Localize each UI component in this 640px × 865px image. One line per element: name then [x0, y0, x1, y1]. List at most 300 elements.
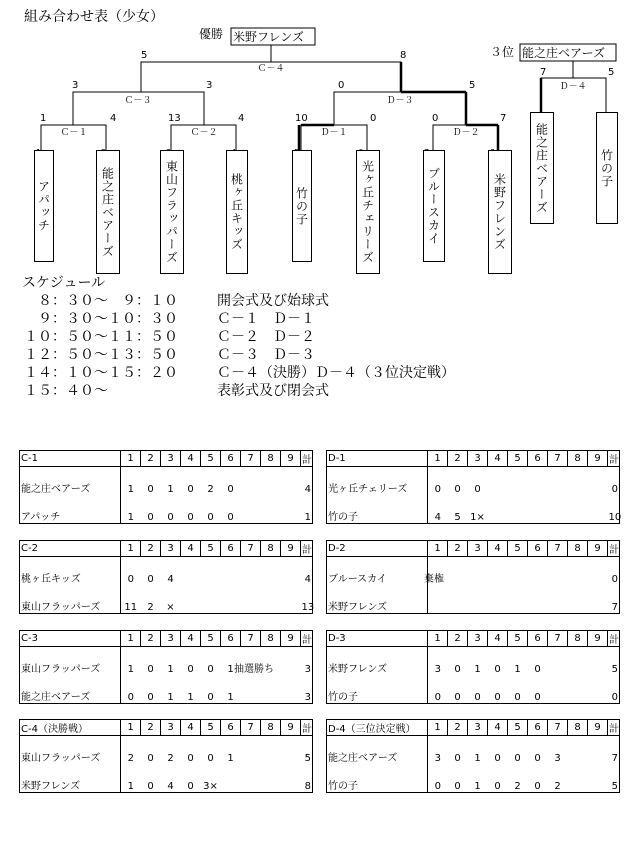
- inning-score: 1: [161, 675, 181, 704]
- inning-score: [281, 557, 301, 586]
- inning-score: 5: [448, 495, 468, 524]
- inning-score: 0: [227, 484, 234, 495]
- team-box: ブルースカイ: [423, 150, 445, 262]
- score-c2-right: 4: [238, 113, 245, 124]
- table-row: [327, 675, 620, 704]
- total-score: 7: [608, 585, 620, 614]
- table-row: [327, 495, 620, 524]
- inning-score: 0: [448, 675, 468, 704]
- inning-score: 0: [454, 484, 461, 495]
- inning-header: 1: [428, 631, 448, 647]
- inning-score: 3: [434, 664, 441, 675]
- table-row: [20, 467, 313, 496]
- inning-score: 0: [468, 675, 488, 704]
- inning-header: 9: [588, 631, 608, 647]
- inning-score: [588, 467, 608, 496]
- total-score: 4: [301, 557, 313, 586]
- champion-label: 優勝: [199, 27, 224, 41]
- table-row: [20, 495, 313, 524]
- inning-score: 0: [474, 484, 481, 495]
- inning-header: 5: [508, 451, 528, 467]
- inning-score: [448, 557, 468, 586]
- inning-header: 6: [528, 720, 548, 736]
- inning-header: 9: [588, 541, 608, 557]
- inning-score: 0: [494, 664, 501, 675]
- schedule-time: １５：４０～: [24, 383, 108, 399]
- inning-score: [428, 585, 448, 614]
- inning-score: 0: [127, 574, 134, 585]
- inning-score: [588, 495, 608, 524]
- inning-score: [548, 467, 568, 496]
- inning-header: 2: [141, 451, 161, 467]
- inning-score: 1: [221, 675, 241, 704]
- scoreboard-note: 抽選勝ち: [234, 664, 274, 675]
- inning-score: 2: [207, 484, 214, 495]
- inning-header: 2: [141, 720, 161, 736]
- inning-score: 1: [127, 484, 134, 495]
- score-c3-right: 3: [206, 80, 213, 91]
- inning-score: 0: [207, 664, 214, 675]
- inning-score: [241, 495, 261, 524]
- inning-score: [221, 585, 241, 614]
- schedule-event: 開会式及び始球式: [217, 293, 329, 309]
- team-name: 能之庄ベアーズ: [20, 467, 121, 496]
- inning-score: [568, 736, 588, 765]
- inning-header: 3: [161, 541, 181, 557]
- inning-score: [281, 736, 301, 765]
- inning-score: 0: [181, 495, 201, 524]
- inning-score: [508, 585, 528, 614]
- inning-header: 3: [161, 720, 181, 736]
- inning-score: [241, 585, 261, 614]
- inning-header: 8: [261, 541, 281, 557]
- inning-score: [588, 647, 608, 676]
- inning-score: [241, 736, 261, 765]
- inning-header: 6: [221, 631, 241, 647]
- inning-score: [201, 585, 221, 614]
- inning-score: 4: [428, 495, 448, 524]
- inning-score: 0: [508, 675, 528, 704]
- inning-score: 3×: [201, 764, 221, 793]
- inning-header: 6: [221, 541, 241, 557]
- score-d4-right: 5: [608, 67, 615, 78]
- team-name: 東山フラッパーズ: [20, 736, 121, 765]
- scoreboard-title: C-4（決勝戦）: [20, 720, 121, 736]
- scoreboard-table: [19, 450, 313, 524]
- inning-header: 1: [121, 451, 141, 467]
- inning-header: 6: [528, 631, 548, 647]
- total-score: 10: [608, 495, 620, 524]
- schedule-row: [24, 308, 504, 326]
- inning-score: 0: [428, 764, 448, 793]
- schedule-time: ８：３０～ ９：１０: [24, 293, 178, 309]
- total-score: 0: [608, 467, 620, 496]
- team-box: 米野フレンズ: [488, 150, 512, 274]
- inning-score: [261, 585, 281, 614]
- inning-score: 0: [448, 764, 468, 793]
- inning-score: [221, 764, 241, 793]
- inning-header: 1: [428, 451, 448, 467]
- inning-score: [448, 585, 468, 614]
- inning-score: 1: [474, 753, 481, 764]
- inning-header: 8: [568, 631, 588, 647]
- inning-score: [528, 557, 548, 586]
- score-d3-left: 0: [338, 80, 345, 91]
- inning-score: [281, 495, 301, 524]
- inning-score: [201, 557, 221, 586]
- inning-header: 1: [121, 541, 141, 557]
- inning-score: [281, 585, 301, 614]
- inning-header: 2: [448, 720, 468, 736]
- score-d2-left: 0: [432, 113, 439, 124]
- match-c1: Ｃ－１: [60, 128, 88, 138]
- team-name: 能之庄ベアーズ: [327, 736, 428, 765]
- inning-score: [528, 585, 548, 614]
- inning-header: 計: [608, 720, 620, 736]
- inning-score: [261, 467, 281, 496]
- inning-score: [568, 557, 588, 586]
- team-box: 東山フラッパーズ: [160, 150, 184, 274]
- inning-score: [568, 647, 588, 676]
- inning-score: [281, 764, 301, 793]
- inning-score: 1: [474, 664, 481, 675]
- inning-score: [488, 467, 508, 496]
- inning-header: 計: [301, 720, 313, 736]
- scoreboard-table: [326, 540, 620, 614]
- inning-score: 0: [201, 495, 221, 524]
- inning-header: 3: [468, 541, 488, 557]
- page-title: 組み合わせ表（少女）: [24, 9, 164, 25]
- inning-header: 6: [221, 720, 241, 736]
- inning-header: 4: [488, 451, 508, 467]
- inning-header: 1: [121, 631, 141, 647]
- team-name: 東山フラッパーズ: [20, 585, 121, 614]
- inning-header: 2: [448, 631, 468, 647]
- total-score: 0: [608, 675, 620, 704]
- inning-header: 4: [181, 451, 201, 467]
- inning-header: 1: [428, 720, 448, 736]
- inning-score: 0: [187, 484, 194, 495]
- inning-header: 5: [508, 720, 528, 736]
- inning-score: 0: [201, 675, 221, 704]
- inning-score: [588, 585, 608, 614]
- inning-score: 0: [181, 764, 201, 793]
- inning-score: 1: [227, 664, 234, 675]
- schedule-time: １０：５０～１１：５０: [24, 329, 178, 345]
- inning-score: 1: [514, 664, 521, 675]
- team-name: 米野フレンズ: [327, 647, 428, 676]
- inning-score: 2: [508, 764, 528, 793]
- inning-header: 計: [608, 631, 620, 647]
- inning-score: [588, 736, 608, 765]
- inning-score: [181, 585, 201, 614]
- inning-score: [508, 557, 528, 586]
- inning-header: 7: [548, 631, 568, 647]
- inning-score: 0: [207, 753, 214, 764]
- inning-score: [548, 495, 568, 524]
- inning-header: 5: [201, 451, 221, 467]
- inning-header: 計: [608, 451, 620, 467]
- inning-score: [588, 557, 608, 586]
- inning-score: [241, 764, 261, 793]
- inning-header: 9: [281, 631, 301, 647]
- inning-score: 4: [161, 764, 181, 793]
- inning-score: 1: [181, 675, 201, 704]
- inning-score: [568, 675, 588, 704]
- team-box: 光ヶ丘チェリーズ: [356, 150, 380, 274]
- inning-header: 9: [588, 720, 608, 736]
- inning-score: 2: [167, 753, 174, 764]
- inning-score: 0: [147, 753, 154, 764]
- match-c3: Ｃ－３: [124, 96, 152, 106]
- inning-score: 1: [127, 664, 134, 675]
- inning-header: 3: [468, 451, 488, 467]
- inning-score: 1: [167, 664, 174, 675]
- inning-header: 8: [568, 451, 588, 467]
- inning-score: 1×: [468, 495, 488, 524]
- score-d3-right: 5: [469, 80, 476, 91]
- team-name: 東山フラッパーズ: [20, 647, 121, 676]
- inning-header: 計: [301, 631, 313, 647]
- table-row: [327, 764, 620, 793]
- inning-header: 6: [528, 451, 548, 467]
- schedule-row: [24, 344, 504, 362]
- schedule-row: [24, 290, 504, 308]
- inning-header: 4: [488, 541, 508, 557]
- inning-header: 3: [468, 631, 488, 647]
- match-c4: Ｃ－４: [257, 64, 285, 74]
- team-box: 竹の子: [292, 150, 312, 262]
- match-d3: Ｄ－３: [386, 96, 414, 106]
- inning-score: [568, 764, 588, 793]
- inning-score: 4: [167, 574, 174, 585]
- inning-score: [261, 675, 281, 704]
- inning-score: 0: [147, 574, 154, 585]
- inning-score: [281, 675, 301, 704]
- inning-header: 7: [548, 451, 568, 467]
- inning-score: 0: [187, 753, 194, 764]
- schedule-row: [24, 380, 504, 398]
- schedule-heading: スケジュール: [22, 275, 106, 291]
- total-score: 5: [608, 764, 620, 793]
- table-row: [327, 557, 620, 586]
- inning-header: 7: [241, 631, 261, 647]
- inning-score: 0: [161, 495, 181, 524]
- inning-header: 8: [568, 541, 588, 557]
- third-label: ３位: [490, 45, 515, 59]
- inning-header: 計: [301, 451, 313, 467]
- inning-score: 0: [147, 664, 154, 675]
- inning-score: [261, 764, 281, 793]
- team-name: 能之庄ベアーズ: [20, 675, 121, 704]
- inning-score: 0: [514, 753, 521, 764]
- inning-score: 0: [428, 675, 448, 704]
- inning-score: [548, 675, 568, 704]
- table-row: [327, 647, 620, 676]
- table-row: [20, 764, 313, 793]
- inning-score: 1: [121, 495, 141, 524]
- inning-score: 0: [141, 495, 161, 524]
- team-box: 能之庄ベアーズ: [530, 112, 554, 224]
- inning-header: 3: [161, 451, 181, 467]
- inning-score: 0: [454, 753, 461, 764]
- schedule-event: Ｃ－４（決勝）Ｄ－４（３位決定戦）: [217, 365, 455, 381]
- inning-header: 2: [141, 631, 161, 647]
- inning-score: [568, 467, 588, 496]
- scoreboard-title: C-3: [20, 631, 121, 647]
- inning-score: [508, 467, 528, 496]
- team-name: 竹の子: [327, 675, 428, 704]
- inning-score: 0: [147, 484, 154, 495]
- inning-header: 4: [181, 631, 201, 647]
- inning-score: 2: [548, 764, 568, 793]
- total-score: 13: [301, 585, 313, 614]
- scoreboard-table: [326, 630, 620, 704]
- team-box: 桃ヶ丘キッズ: [226, 150, 248, 274]
- inning-header: 6: [528, 541, 548, 557]
- inning-header: 9: [281, 720, 301, 736]
- inning-header: 8: [261, 451, 281, 467]
- inning-score: 2: [141, 585, 161, 614]
- inning-score: [588, 675, 608, 704]
- inning-score: 0: [221, 495, 241, 524]
- total-score: 4: [301, 467, 313, 496]
- schedule-row: [24, 326, 504, 344]
- inning-score: 0: [434, 484, 441, 495]
- table-row: [327, 467, 620, 496]
- inning-header: 6: [221, 451, 241, 467]
- total-score: 5: [608, 647, 620, 676]
- inning-score: 0: [121, 675, 141, 704]
- inning-header: 2: [448, 541, 468, 557]
- inning-score: [281, 467, 301, 496]
- inning-header: 1: [121, 720, 141, 736]
- schedule-row: [24, 362, 504, 380]
- inning-score: [488, 585, 508, 614]
- inning-header: 5: [201, 720, 221, 736]
- score-c4-right: 8: [400, 50, 407, 61]
- inning-score: [568, 495, 588, 524]
- inning-score: 0: [141, 764, 161, 793]
- inning-score: 0: [534, 753, 541, 764]
- scoreboard-title: D-2: [327, 541, 428, 557]
- scoreboard-note: 棄権: [424, 574, 444, 585]
- table-row: [20, 585, 313, 614]
- inning-score: 1: [167, 484, 174, 495]
- inning-header: 5: [508, 541, 528, 557]
- inning-header: 8: [568, 720, 588, 736]
- team-name: 米野フレンズ: [20, 764, 121, 793]
- inning-score: 0: [488, 675, 508, 704]
- inning-header: 4: [181, 720, 201, 736]
- match-d2: Ｄ－２: [452, 128, 480, 138]
- inning-header: 4: [488, 631, 508, 647]
- inning-header: 7: [241, 541, 261, 557]
- match-c2: Ｃ－２: [190, 128, 218, 138]
- total-score: 0: [608, 557, 620, 586]
- score-d4-left: 7: [540, 67, 547, 78]
- table-row: [20, 675, 313, 704]
- inning-score: [221, 557, 241, 586]
- table-row: [327, 585, 620, 614]
- inning-score: [488, 557, 508, 586]
- inning-score: [261, 736, 281, 765]
- inning-header: 計: [301, 541, 313, 557]
- inning-score: 0: [141, 675, 161, 704]
- total-score: 3: [301, 675, 313, 704]
- inning-score: [588, 764, 608, 793]
- inning-header: 7: [548, 541, 568, 557]
- inning-header: 2: [141, 541, 161, 557]
- inning-score: [181, 557, 201, 586]
- inning-score: ×: [161, 585, 181, 614]
- team-box: アパッチ: [34, 150, 54, 262]
- third-team: 能之庄ベアーズ: [522, 46, 606, 60]
- schedule-time: １２：５０～１３：５０: [24, 347, 178, 363]
- schedule-event: Ｃ－３ Ｄ－３: [217, 347, 315, 363]
- team-name: 光ヶ丘チェリーズ: [327, 467, 428, 496]
- inning-score: [548, 585, 568, 614]
- inning-score: 0: [534, 664, 541, 675]
- scoreboard-title: D-3: [327, 631, 428, 647]
- team-name: 竹の子: [327, 764, 428, 793]
- inning-header: 1: [428, 541, 448, 557]
- schedule-time: ９：３０～１０：３０: [24, 311, 178, 327]
- inning-score: 2: [127, 753, 134, 764]
- inning-header: 5: [201, 541, 221, 557]
- table-row: [327, 736, 620, 765]
- inning-score: [261, 495, 281, 524]
- total-score: 8: [301, 764, 313, 793]
- inning-score: [528, 467, 548, 496]
- team-box: 能之庄ベアーズ: [96, 150, 120, 274]
- inning-header: 3: [468, 720, 488, 736]
- inning-header: 7: [548, 720, 568, 736]
- team-name: アパッチ: [20, 495, 121, 524]
- inning-score: [241, 467, 261, 496]
- inning-header: 9: [281, 451, 301, 467]
- inning-score: 3: [554, 753, 561, 764]
- inning-score: 1: [227, 753, 234, 764]
- score-c4-left: 5: [141, 50, 148, 61]
- scoreboard-title: D-4（三位決定戦）: [327, 720, 428, 736]
- inning-score: 1: [121, 764, 141, 793]
- inning-score: 1: [468, 764, 488, 793]
- inning-score: [528, 495, 548, 524]
- inning-score: [468, 557, 488, 586]
- inning-score: [548, 557, 568, 586]
- inning-header: 7: [241, 720, 261, 736]
- scoreboard-title: C-1: [20, 451, 121, 467]
- total-score: 5: [301, 736, 313, 765]
- inning-score: [241, 675, 261, 704]
- inning-score: 0: [528, 764, 548, 793]
- team-name: ブルースカイ: [327, 557, 428, 586]
- inning-score: 11: [121, 585, 141, 614]
- inning-score: [568, 585, 588, 614]
- inning-header: 5: [508, 631, 528, 647]
- inning-score: [281, 647, 301, 676]
- score-c3-left: 3: [72, 80, 79, 91]
- inning-header: 9: [588, 451, 608, 467]
- inning-header: 3: [161, 631, 181, 647]
- score-d1-right: 0: [370, 113, 377, 124]
- inning-header: 2: [448, 451, 468, 467]
- table-row: [20, 557, 313, 586]
- match-d4: Ｄ－４: [559, 82, 587, 92]
- inning-header: 9: [281, 541, 301, 557]
- scoreboard-table: [326, 450, 620, 524]
